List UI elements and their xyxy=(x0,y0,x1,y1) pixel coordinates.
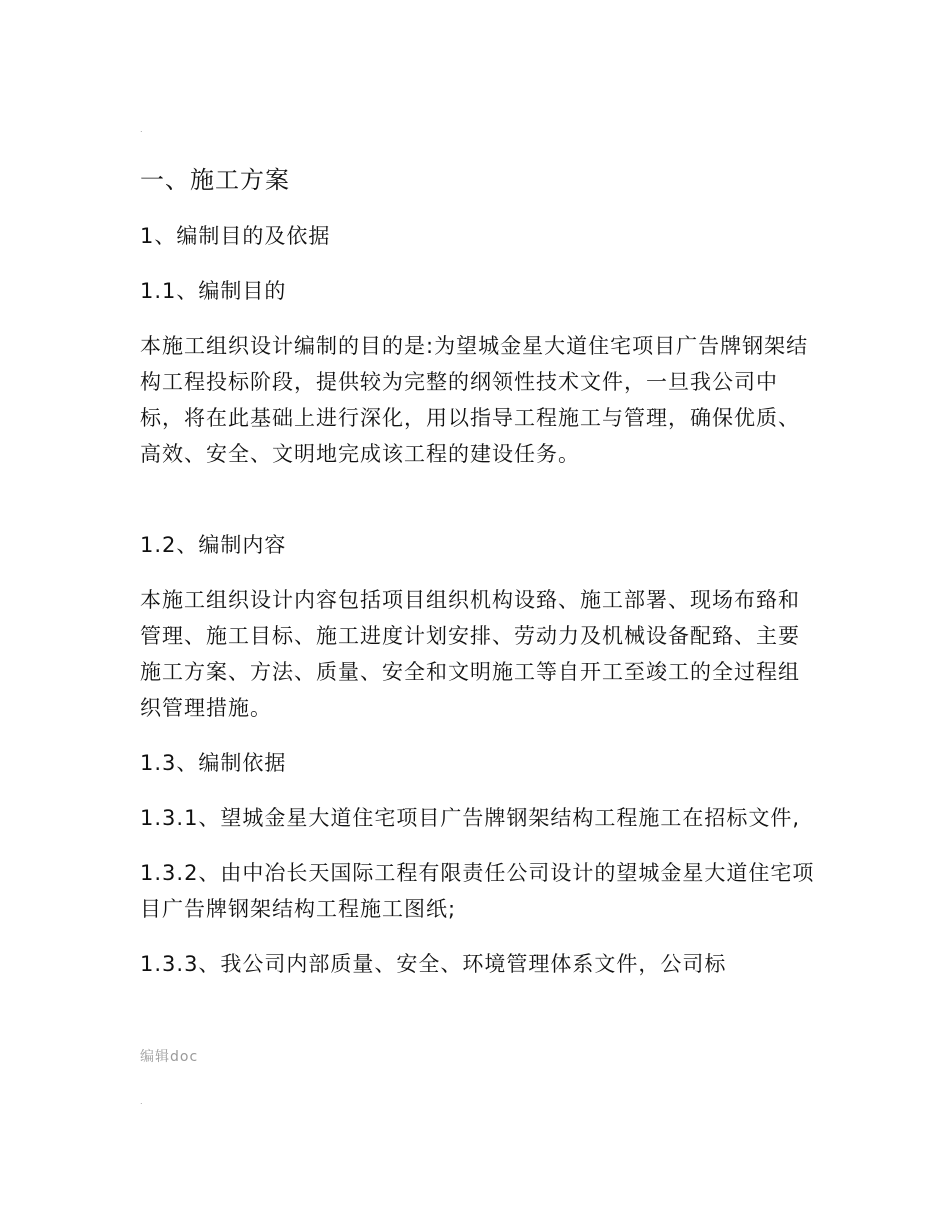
list-item-1-3-1: 1.3.1、望城金星大道住宅项目广告牌钢架结构工程施工在招标文件, xyxy=(140,806,801,830)
subsection-heading-1-2: 1.2、编制内容 xyxy=(140,533,287,557)
subsection-heading-1-1: 1.1、编制目的 xyxy=(140,279,287,303)
subsection-heading-1-3: 1.3、编制依据 xyxy=(140,751,287,775)
paragraph-content: 本施工组织设计内容包括项目组织机构设臵、施工部署、现场布臵和管理、施工目标、施工进度计划安排、劳动力及机械设备配臵、主要施工方案、方法、质量、安全和文明施工等自开工至竣工的全过程组织管理措施。 xyxy=(140,588,800,720)
paragraph-purpose: 本施工组织设计编制的目的是:为望城金星大道住宅项目广告牌钢架结构工程投标阶段，提供较为完整的纲领性技术文件，一旦我公司中标，将在此基础上进行深化，用以指导工程施工与管理，确保优质、高效、安全、文明地完成该工程的建设任务。 xyxy=(140,334,809,466)
section-heading: 一、施工方案 xyxy=(140,166,290,194)
footer-label: 编辑doc xyxy=(140,1049,199,1065)
bottom-marker: . xyxy=(140,1097,143,1106)
subsection-heading-1: 1、编制目的及依据 xyxy=(140,224,331,248)
list-item-1-3-3: 1.3.3、我公司内部质量、安全、环境管理体系文件，公司标 xyxy=(140,952,727,976)
list-item-1-3-2: 1.3.2、由中冶长天国际工程有限责任公司设计的望城金星大道住宅项目广告牌钢架结构工程施工图纸; xyxy=(140,861,815,921)
document-body xyxy=(140,160,820,1001)
top-marker: . xyxy=(140,125,143,134)
